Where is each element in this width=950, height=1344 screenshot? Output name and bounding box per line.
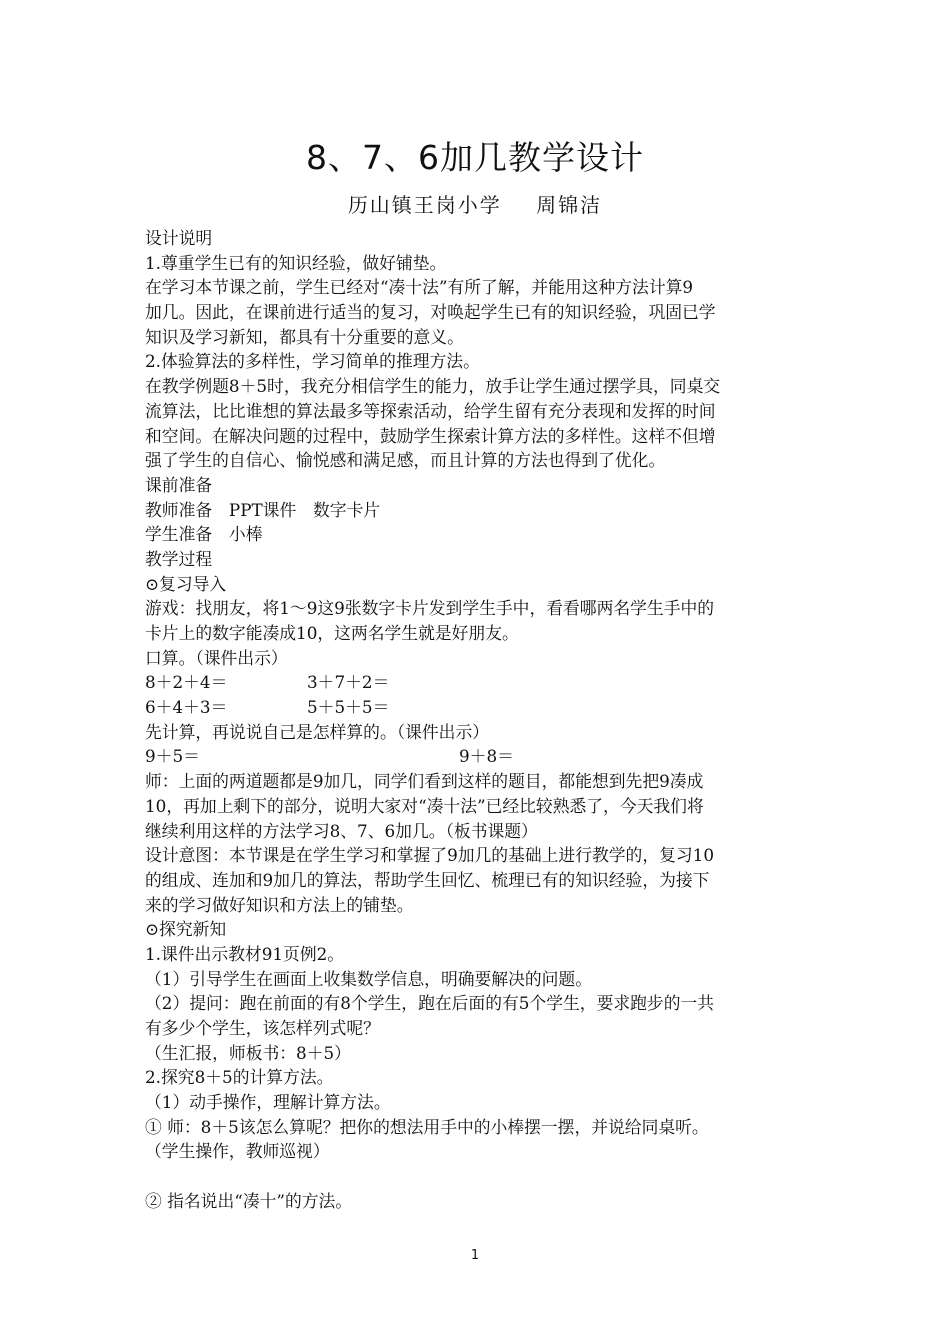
text-line: （2）提问：跑在前面的有8个学生，跑在后面的有5个学生，要求跑步的一共 xyxy=(145,993,715,1014)
text-line: ② 指名说出“凑十”的方法。 xyxy=(145,1190,353,1211)
text-line: 流算法，比比谁想的算法最多等探索活动，给学生留有充分表现和发挥的时间 xyxy=(145,400,716,421)
text-line: 教师准备 PPT课件 数字卡片 xyxy=(145,499,381,520)
text-line: 课前准备 xyxy=(145,474,213,495)
author-name: 周锦洁 xyxy=(536,193,603,217)
text-line: （1）引导学生在画面上收集数学信息，明确要解决的问题。 xyxy=(145,968,592,989)
text-line: ⊙探究新知 xyxy=(145,919,227,940)
equation: 9＋5＝ xyxy=(145,746,200,767)
text-line: 和空间。在解决问题的过程中，鼓励学生探索计算方法的多样性。这样不但增 xyxy=(145,425,716,446)
document-body xyxy=(145,226,815,1214)
equation: 3＋7＋2＝ xyxy=(307,672,390,693)
text-line: 1.课件出示教材91页例2。 xyxy=(145,943,345,964)
text-line: 继续利用这样的方法学习8、7、6加几。（板书课题） xyxy=(145,820,538,841)
text-line: 来的学习做好知识和方法上的铺垫。 xyxy=(145,894,414,915)
equation-row xyxy=(145,744,815,769)
text-line: 教学过程 xyxy=(145,548,213,569)
text-line: ⊙复习导入 xyxy=(145,573,227,594)
text-line: 学生准备 小棒 xyxy=(145,524,263,545)
text-line: （1）动手操作，理解计算方法。 xyxy=(145,1092,391,1113)
text-line: ① 师：8＋5该怎么算呢？把你的想法用手中的小棒摆一摆，并说给同桌听。 xyxy=(145,1116,709,1137)
text-line: 1.尊重学生已有的知识经验，做好铺垫。 xyxy=(145,252,447,273)
equation: 9＋8＝ xyxy=(459,746,514,767)
equation-row xyxy=(145,670,815,695)
text-line: （学生操作，教师巡视） xyxy=(145,1141,330,1162)
text-line: 知识及学习新知，都具有十分重要的意义。 xyxy=(145,326,464,347)
text-line: 2.探究8＋5的计算方法。 xyxy=(145,1067,334,1088)
equation: 6＋4＋3＝ xyxy=(145,697,228,718)
document-title: 8、7、6加几教学设计 xyxy=(306,138,644,177)
author-line xyxy=(0,189,950,218)
text-line: 设计说明 xyxy=(145,228,213,248)
text-line: 2.体验算法的多样性，学习简单的推理方法。 xyxy=(145,351,480,372)
equation: 8＋2＋4＝ xyxy=(145,672,228,693)
text-line: 游戏：找朋友，将1～9这9张数字卡片发到学生手中，看看哪两名学生手中的 xyxy=(145,598,715,619)
equation: 5＋5＋5＝ xyxy=(307,697,390,718)
text-line: 10，再加上剩下的部分，说明大家对“凑十法”已经比较熟悉了，今天我们将 xyxy=(145,795,704,816)
text-line: 先计算，再说说自己是怎样算的。（课件出示） xyxy=(145,721,490,742)
text-line: 强了学生的自信心、愉悦感和满足感，而且计算的方法也得到了优化。 xyxy=(145,450,666,471)
text-line: 在教学例题8＋5时，我充分相信学生的能力，放手让学生通过摆学具，同桌交 xyxy=(145,376,721,397)
text-line: （生汇报，师板书：8＋5） xyxy=(145,1042,351,1063)
text-line: 的组成、连加和9加几的算法，帮助学生回忆、梳理已有的知识经验，为接下 xyxy=(145,869,710,890)
author-school: 历山镇王岗小学 xyxy=(347,193,502,217)
equation-row xyxy=(145,695,815,720)
text-line: 有多少个学生，该怎样列式呢？ xyxy=(145,1018,380,1038)
text-line: 设计意图：本节课是在学生学习和掌握了9加几的基础上进行教学的，复习10 xyxy=(145,845,715,866)
text-line: 加几。因此，在课前进行适当的复习，对唤起学生已有的知识经验，巩固已学 xyxy=(145,302,716,323)
text-line: 在学习本节课之前，学生已经对“凑十法”有所了解，并能用这种方法计算9 xyxy=(145,277,694,298)
page-number: 1 xyxy=(470,1248,480,1263)
text-line: 卡片上的数字能凑成10，这两名学生就是好朋友。 xyxy=(145,623,519,643)
text-line: 口算。（课件出示） xyxy=(145,647,288,668)
blank-line xyxy=(145,1164,815,1189)
text-line: 师：上面的两道题都是9加几，同学们看到这样的题目，都能想到先把9凑成 xyxy=(145,771,704,792)
